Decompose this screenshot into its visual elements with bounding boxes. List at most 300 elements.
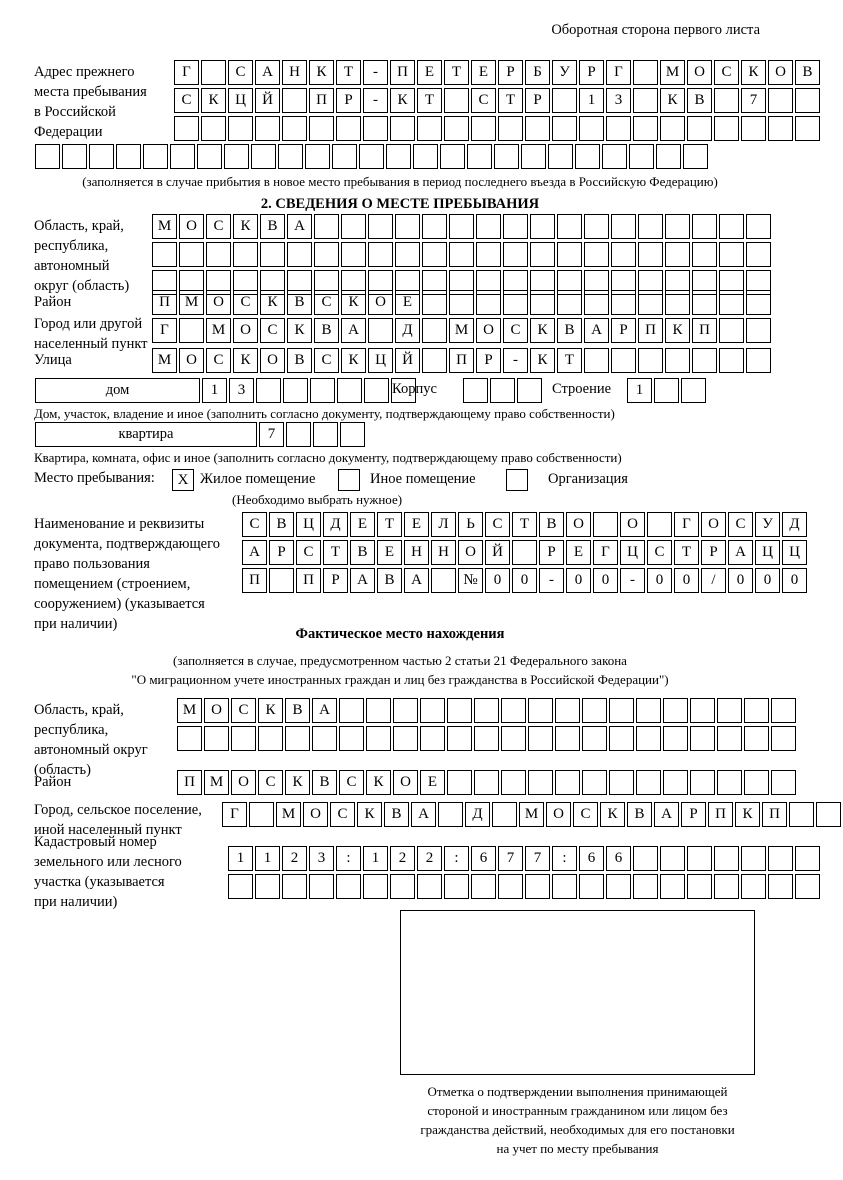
form-cell[interactable] bbox=[665, 214, 690, 239]
form-cell[interactable] bbox=[368, 242, 393, 267]
form-cell[interactable] bbox=[690, 726, 715, 751]
form-cell[interactable] bbox=[579, 116, 604, 141]
form-cell[interactable]: Т bbox=[323, 540, 348, 565]
form-cell[interactable] bbox=[170, 144, 195, 169]
form-cell[interactable] bbox=[359, 144, 384, 169]
form-cell[interactable] bbox=[336, 116, 361, 141]
form-cell[interactable]: С bbox=[339, 770, 364, 795]
form-cell[interactable] bbox=[555, 698, 580, 723]
form-cell[interactable]: А bbox=[341, 318, 366, 343]
form-cell[interactable]: Е bbox=[471, 60, 496, 85]
form-cell[interactable]: С bbox=[330, 802, 355, 827]
form-cell[interactable] bbox=[422, 214, 447, 239]
form-cell[interactable]: Г bbox=[152, 318, 177, 343]
form-cell[interactable]: - bbox=[363, 88, 388, 113]
form-cell[interactable] bbox=[255, 116, 280, 141]
form-cell[interactable]: А bbox=[728, 540, 753, 565]
form-cell[interactable]: Е bbox=[417, 60, 442, 85]
form-cell[interactable]: К bbox=[741, 60, 766, 85]
form-cell[interactable] bbox=[795, 874, 820, 899]
stamp-box[interactable] bbox=[400, 910, 755, 1075]
form-cell[interactable] bbox=[771, 726, 796, 751]
form-cell[interactable]: - bbox=[539, 568, 564, 593]
form-cell[interactable]: Р bbox=[269, 540, 294, 565]
form-cell[interactable]: С bbox=[231, 698, 256, 723]
form-cell[interactable] bbox=[341, 242, 366, 267]
form-cell[interactable] bbox=[467, 144, 492, 169]
form-cell[interactable] bbox=[606, 116, 631, 141]
form-cell[interactable] bbox=[471, 874, 496, 899]
form-cell[interactable] bbox=[768, 116, 793, 141]
form-cell[interactable] bbox=[249, 802, 274, 827]
form-cell[interactable]: : bbox=[336, 846, 361, 871]
form-cell[interactable] bbox=[258, 726, 283, 751]
form-cell[interactable]: К bbox=[309, 60, 334, 85]
form-cell[interactable]: Н bbox=[282, 60, 307, 85]
form-cell[interactable] bbox=[633, 874, 658, 899]
form-cell[interactable]: 7 bbox=[741, 88, 766, 113]
form-cell[interactable]: Д bbox=[323, 512, 348, 537]
form-cell[interactable] bbox=[746, 214, 771, 239]
form-cell[interactable]: Т bbox=[512, 512, 537, 537]
form-cell[interactable] bbox=[228, 874, 253, 899]
form-cell[interactable]: 2 bbox=[417, 846, 442, 871]
form-cell[interactable] bbox=[719, 348, 744, 373]
form-cell[interactable]: У bbox=[552, 60, 577, 85]
form-cell[interactable]: С bbox=[206, 348, 231, 373]
form-cell[interactable]: О bbox=[687, 60, 712, 85]
form-cell[interactable]: 0 bbox=[512, 568, 537, 593]
form-cell[interactable]: 0 bbox=[782, 568, 807, 593]
form-cell[interactable]: - bbox=[503, 348, 528, 373]
form-cell[interactable] bbox=[552, 874, 577, 899]
form-cell[interactable] bbox=[492, 802, 517, 827]
form-cell[interactable]: М bbox=[276, 802, 301, 827]
form-cell[interactable]: О bbox=[206, 290, 231, 315]
form-cell[interactable]: В bbox=[627, 802, 652, 827]
stay-type-checkbox-other[interactable] bbox=[338, 469, 360, 491]
form-cell[interactable]: Ц bbox=[620, 540, 645, 565]
form-cell[interactable] bbox=[368, 214, 393, 239]
form-cell[interactable]: С bbox=[573, 802, 598, 827]
form-cell[interactable] bbox=[744, 726, 769, 751]
form-cell[interactable]: С bbox=[206, 214, 231, 239]
actual-city-row[interactable] bbox=[222, 802, 843, 827]
form-cell[interactable] bbox=[390, 116, 415, 141]
form-cell[interactable] bbox=[714, 88, 739, 113]
form-cell[interactable] bbox=[177, 726, 202, 751]
form-cell[interactable] bbox=[431, 568, 456, 593]
flat-cells[interactable] bbox=[259, 422, 367, 447]
form-cell[interactable] bbox=[341, 214, 366, 239]
form-cell[interactable] bbox=[386, 144, 411, 169]
form-cell[interactable]: 3 bbox=[229, 378, 254, 403]
form-cell[interactable] bbox=[312, 726, 337, 751]
form-cell[interactable]: В bbox=[312, 770, 337, 795]
form-cell[interactable] bbox=[476, 290, 501, 315]
form-cell[interactable]: / bbox=[701, 568, 726, 593]
form-cell[interactable] bbox=[602, 144, 627, 169]
form-cell[interactable] bbox=[609, 726, 634, 751]
form-cell[interactable] bbox=[393, 726, 418, 751]
form-cell[interactable]: К bbox=[258, 698, 283, 723]
form-cell[interactable]: Ц bbox=[228, 88, 253, 113]
form-cell[interactable] bbox=[771, 770, 796, 795]
document-row-1[interactable] bbox=[242, 512, 809, 537]
form-cell[interactable] bbox=[260, 242, 285, 267]
form-cell[interactable]: А bbox=[287, 214, 312, 239]
form-cell[interactable]: А bbox=[584, 318, 609, 343]
form-cell[interactable]: Т bbox=[557, 348, 582, 373]
form-cell[interactable] bbox=[719, 242, 744, 267]
form-cell[interactable]: В bbox=[539, 512, 564, 537]
form-cell[interactable] bbox=[143, 144, 168, 169]
form-cell[interactable] bbox=[332, 144, 357, 169]
form-cell[interactable]: В bbox=[260, 214, 285, 239]
form-cell[interactable] bbox=[768, 88, 793, 113]
form-cell[interactable] bbox=[525, 116, 550, 141]
form-cell[interactable] bbox=[337, 378, 362, 403]
form-cell[interactable]: М bbox=[519, 802, 544, 827]
form-cell[interactable]: Ц bbox=[755, 540, 780, 565]
form-cell[interactable]: П bbox=[390, 60, 415, 85]
form-cell[interactable] bbox=[35, 144, 60, 169]
form-cell[interactable] bbox=[285, 726, 310, 751]
form-cell[interactable] bbox=[555, 726, 580, 751]
form-cell[interactable] bbox=[609, 770, 634, 795]
form-cell[interactable]: В bbox=[314, 318, 339, 343]
form-cell[interactable]: О bbox=[620, 512, 645, 537]
form-cell[interactable] bbox=[647, 512, 672, 537]
form-cell[interactable]: Т bbox=[674, 540, 699, 565]
document-row-2[interactable] bbox=[242, 540, 809, 565]
form-cell[interactable] bbox=[313, 422, 338, 447]
form-cell[interactable] bbox=[278, 144, 303, 169]
form-cell[interactable] bbox=[528, 726, 553, 751]
form-cell[interactable]: Ц bbox=[782, 540, 807, 565]
form-cell[interactable]: - bbox=[363, 60, 388, 85]
form-cell[interactable]: К bbox=[660, 88, 685, 113]
form-cell[interactable] bbox=[548, 144, 573, 169]
form-cell[interactable] bbox=[364, 378, 389, 403]
form-cell[interactable] bbox=[197, 144, 222, 169]
form-cell[interactable] bbox=[501, 698, 526, 723]
form-cell[interactable]: - bbox=[620, 568, 645, 593]
form-cell[interactable] bbox=[582, 698, 607, 723]
form-cell[interactable]: Р bbox=[336, 88, 361, 113]
form-cell[interactable] bbox=[305, 144, 330, 169]
form-cell[interactable]: 1 bbox=[202, 378, 227, 403]
form-cell[interactable]: 2 bbox=[282, 846, 307, 871]
form-cell[interactable]: А bbox=[350, 568, 375, 593]
form-cell[interactable] bbox=[665, 348, 690, 373]
form-cell[interactable]: С bbox=[728, 512, 753, 537]
form-cell[interactable] bbox=[552, 116, 577, 141]
form-cell[interactable]: П bbox=[296, 568, 321, 593]
form-cell[interactable] bbox=[663, 726, 688, 751]
form-cell[interactable] bbox=[440, 144, 465, 169]
form-cell[interactable]: С bbox=[714, 60, 739, 85]
form-cell[interactable] bbox=[395, 214, 420, 239]
form-cell[interactable]: М bbox=[152, 214, 177, 239]
korpus-cells[interactable] bbox=[463, 378, 544, 403]
form-cell[interactable] bbox=[687, 116, 712, 141]
form-cell[interactable]: А bbox=[654, 802, 679, 827]
form-cell[interactable] bbox=[363, 116, 388, 141]
form-cell[interactable] bbox=[557, 290, 582, 315]
region-row-1[interactable] bbox=[152, 214, 773, 239]
form-cell[interactable]: А bbox=[411, 802, 436, 827]
form-cell[interactable] bbox=[816, 802, 841, 827]
form-cell[interactable] bbox=[420, 726, 445, 751]
form-cell[interactable]: М bbox=[449, 318, 474, 343]
form-cell[interactable]: М bbox=[204, 770, 229, 795]
form-cell[interactable] bbox=[256, 378, 281, 403]
form-cell[interactable] bbox=[438, 802, 463, 827]
form-cell[interactable] bbox=[417, 874, 442, 899]
form-cell[interactable] bbox=[690, 698, 715, 723]
prev-address-row-3[interactable] bbox=[174, 116, 822, 141]
form-cell[interactable] bbox=[795, 116, 820, 141]
form-cell[interactable]: К bbox=[665, 318, 690, 343]
form-cell[interactable]: К bbox=[341, 290, 366, 315]
form-cell[interactable]: К bbox=[201, 88, 226, 113]
form-cell[interactable]: К bbox=[390, 88, 415, 113]
form-cell[interactable] bbox=[528, 770, 553, 795]
form-cell[interactable]: П bbox=[708, 802, 733, 827]
form-cell[interactable]: Е bbox=[395, 290, 420, 315]
form-cell[interactable] bbox=[444, 874, 469, 899]
form-cell[interactable]: Н bbox=[431, 540, 456, 565]
form-cell[interactable]: 3 bbox=[606, 88, 631, 113]
form-cell[interactable] bbox=[474, 770, 499, 795]
form-cell[interactable] bbox=[654, 378, 679, 403]
form-cell[interactable]: А bbox=[404, 568, 429, 593]
form-cell[interactable] bbox=[692, 214, 717, 239]
form-cell[interactable] bbox=[314, 214, 339, 239]
form-cell[interactable]: П bbox=[692, 318, 717, 343]
form-cell[interactable]: 0 bbox=[674, 568, 699, 593]
form-cell[interactable]: К bbox=[233, 214, 258, 239]
form-cell[interactable] bbox=[795, 88, 820, 113]
form-cell[interactable]: О bbox=[303, 802, 328, 827]
form-cell[interactable]: 1 bbox=[579, 88, 604, 113]
form-cell[interactable] bbox=[269, 568, 294, 593]
form-cell[interactable] bbox=[638, 348, 663, 373]
form-cell[interactable] bbox=[224, 144, 249, 169]
form-cell[interactable]: Т bbox=[417, 88, 442, 113]
form-cell[interactable] bbox=[501, 770, 526, 795]
form-cell[interactable] bbox=[530, 214, 555, 239]
form-cell[interactable] bbox=[719, 214, 744, 239]
form-cell[interactable] bbox=[633, 60, 658, 85]
form-cell[interactable] bbox=[498, 116, 523, 141]
form-cell[interactable]: Ц bbox=[296, 512, 321, 537]
form-cell[interactable] bbox=[690, 770, 715, 795]
form-cell[interactable] bbox=[660, 116, 685, 141]
form-cell[interactable]: П bbox=[242, 568, 267, 593]
form-cell[interactable]: Й bbox=[395, 348, 420, 373]
form-cell[interactable] bbox=[555, 770, 580, 795]
street-row[interactable] bbox=[152, 348, 773, 373]
form-cell[interactable] bbox=[340, 422, 365, 447]
form-cell[interactable]: Р bbox=[681, 802, 706, 827]
form-cell[interactable] bbox=[286, 422, 311, 447]
actual-region-row-2[interactable] bbox=[177, 726, 798, 751]
form-cell[interactable] bbox=[309, 874, 334, 899]
form-cell[interactable]: О bbox=[204, 698, 229, 723]
form-cell[interactable] bbox=[656, 144, 681, 169]
form-cell[interactable]: 3 bbox=[309, 846, 334, 871]
form-cell[interactable] bbox=[741, 846, 766, 871]
form-cell[interactable] bbox=[552, 88, 577, 113]
form-cell[interactable] bbox=[62, 144, 87, 169]
form-cell[interactable] bbox=[584, 242, 609, 267]
form-cell[interactable] bbox=[447, 698, 472, 723]
form-cell[interactable]: В bbox=[377, 568, 402, 593]
form-cell[interactable]: К bbox=[600, 802, 625, 827]
form-cell[interactable] bbox=[476, 242, 501, 267]
form-cell[interactable] bbox=[746, 242, 771, 267]
form-cell[interactable] bbox=[517, 378, 542, 403]
form-cell[interactable]: С bbox=[503, 318, 528, 343]
form-cell[interactable]: Й bbox=[255, 88, 280, 113]
form-cell[interactable] bbox=[89, 144, 114, 169]
form-cell[interactable]: М bbox=[179, 290, 204, 315]
form-cell[interactable] bbox=[201, 60, 226, 85]
form-cell[interactable] bbox=[528, 698, 553, 723]
form-cell[interactable] bbox=[557, 242, 582, 267]
form-cell[interactable]: : bbox=[552, 846, 577, 871]
form-cell[interactable] bbox=[449, 242, 474, 267]
form-cell[interactable] bbox=[463, 378, 488, 403]
form-cell[interactable]: Г bbox=[606, 60, 631, 85]
form-cell[interactable] bbox=[714, 874, 739, 899]
form-cell[interactable] bbox=[636, 770, 661, 795]
house-cells[interactable] bbox=[202, 378, 418, 403]
form-cell[interactable] bbox=[201, 116, 226, 141]
form-cell[interactable]: № bbox=[458, 568, 483, 593]
form-cell[interactable] bbox=[494, 144, 519, 169]
form-cell[interactable] bbox=[687, 846, 712, 871]
form-cell[interactable]: О bbox=[566, 512, 591, 537]
form-cell[interactable]: П bbox=[309, 88, 334, 113]
form-cell[interactable]: Р bbox=[579, 60, 604, 85]
form-cell[interactable] bbox=[231, 726, 256, 751]
form-cell[interactable] bbox=[255, 874, 280, 899]
form-cell[interactable]: С bbox=[228, 60, 253, 85]
form-cell[interactable] bbox=[744, 698, 769, 723]
form-cell[interactable]: О bbox=[476, 318, 501, 343]
form-cell[interactable] bbox=[476, 214, 501, 239]
form-cell[interactable] bbox=[629, 144, 654, 169]
form-cell[interactable]: А bbox=[255, 60, 280, 85]
form-cell[interactable]: О bbox=[768, 60, 793, 85]
form-cell[interactable]: С bbox=[485, 512, 510, 537]
form-cell[interactable] bbox=[633, 88, 658, 113]
form-cell[interactable]: Т bbox=[444, 60, 469, 85]
form-cell[interactable]: 1 bbox=[363, 846, 388, 871]
form-cell[interactable]: С bbox=[233, 290, 258, 315]
form-cell[interactable]: П bbox=[638, 318, 663, 343]
form-cell[interactable]: 6 bbox=[471, 846, 496, 871]
form-cell[interactable]: Р bbox=[476, 348, 501, 373]
form-cell[interactable] bbox=[179, 318, 204, 343]
form-cell[interactable] bbox=[366, 726, 391, 751]
form-cell[interactable]: 0 bbox=[566, 568, 591, 593]
actual-district-row[interactable] bbox=[177, 770, 798, 795]
form-cell[interactable] bbox=[116, 144, 141, 169]
form-cell[interactable] bbox=[789, 802, 814, 827]
form-cell[interactable]: О bbox=[179, 214, 204, 239]
stay-type-checkbox-organization[interactable] bbox=[506, 469, 528, 491]
form-cell[interactable] bbox=[633, 116, 658, 141]
document-row-3[interactable] bbox=[242, 568, 809, 593]
form-cell[interactable] bbox=[692, 348, 717, 373]
form-cell[interactable]: О bbox=[179, 348, 204, 373]
form-cell[interactable]: К bbox=[357, 802, 382, 827]
form-cell[interactable]: Е bbox=[350, 512, 375, 537]
form-cell[interactable]: Ь bbox=[458, 512, 483, 537]
prev-address-row-4[interactable] bbox=[35, 144, 710, 169]
form-cell[interactable] bbox=[692, 242, 717, 267]
form-cell[interactable]: А bbox=[312, 698, 337, 723]
form-cell[interactable]: 2 bbox=[390, 846, 415, 871]
form-cell[interactable] bbox=[251, 144, 276, 169]
form-cell[interactable]: Д bbox=[782, 512, 807, 537]
form-cell[interactable] bbox=[282, 88, 307, 113]
form-cell[interactable]: К bbox=[341, 348, 366, 373]
form-cell[interactable] bbox=[660, 874, 685, 899]
form-cell[interactable]: С bbox=[174, 88, 199, 113]
form-cell[interactable]: : bbox=[444, 846, 469, 871]
form-cell[interactable] bbox=[530, 242, 555, 267]
form-cell[interactable] bbox=[719, 318, 744, 343]
form-cell[interactable]: К bbox=[530, 348, 555, 373]
form-cell[interactable]: М bbox=[152, 348, 177, 373]
form-cell[interactable]: У bbox=[755, 512, 780, 537]
form-cell[interactable]: К bbox=[260, 290, 285, 315]
form-cell[interactable]: В bbox=[287, 348, 312, 373]
form-cell[interactable]: К bbox=[530, 318, 555, 343]
form-cell[interactable] bbox=[660, 846, 685, 871]
form-cell[interactable] bbox=[152, 242, 177, 267]
form-cell[interactable] bbox=[714, 846, 739, 871]
form-cell[interactable] bbox=[233, 242, 258, 267]
form-cell[interactable] bbox=[741, 874, 766, 899]
form-cell[interactable] bbox=[714, 116, 739, 141]
form-cell[interactable]: В bbox=[285, 698, 310, 723]
form-cell[interactable] bbox=[557, 214, 582, 239]
form-cell[interactable]: К bbox=[735, 802, 760, 827]
form-cell[interactable]: Р bbox=[498, 60, 523, 85]
form-cell[interactable] bbox=[395, 242, 420, 267]
form-cell[interactable]: О bbox=[231, 770, 256, 795]
form-cell[interactable] bbox=[582, 726, 607, 751]
form-cell[interactable] bbox=[665, 290, 690, 315]
form-cell[interactable] bbox=[449, 214, 474, 239]
form-cell[interactable] bbox=[638, 242, 663, 267]
form-cell[interactable] bbox=[474, 698, 499, 723]
form-cell[interactable]: Т bbox=[336, 60, 361, 85]
form-cell[interactable] bbox=[795, 846, 820, 871]
form-cell[interactable] bbox=[638, 214, 663, 239]
form-cell[interactable] bbox=[363, 874, 388, 899]
city-row[interactable] bbox=[152, 318, 773, 343]
form-cell[interactable] bbox=[471, 116, 496, 141]
form-cell[interactable] bbox=[447, 726, 472, 751]
form-cell[interactable] bbox=[575, 144, 600, 169]
